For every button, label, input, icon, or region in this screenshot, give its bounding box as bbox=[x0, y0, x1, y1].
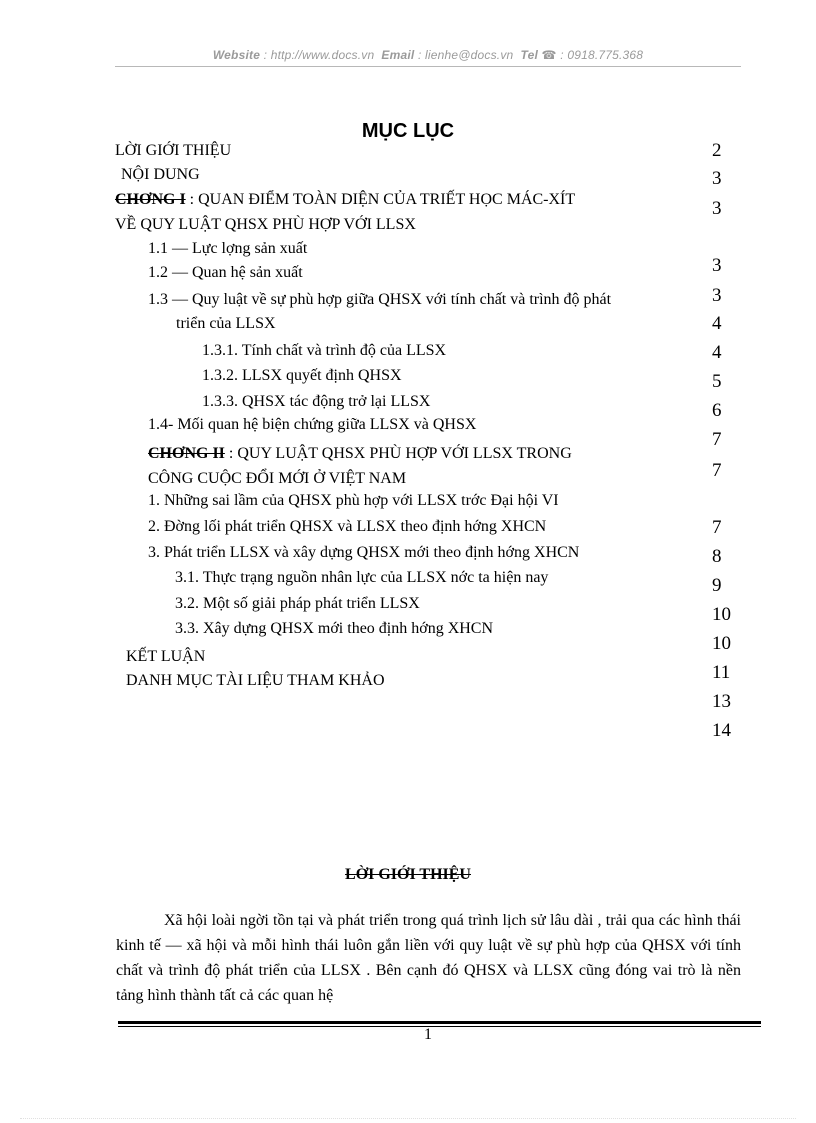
page-header bbox=[115, 48, 741, 62]
toc-entry[interactable]: 1.3.3. QHSX tác động trở lại LLSX bbox=[202, 393, 431, 410]
toc-page-number: 6 bbox=[712, 400, 722, 421]
toc-title: MỤC LỤC bbox=[361, 120, 455, 142]
tel-value: : 0918.775.368 bbox=[560, 48, 644, 62]
chapter-title: : QUY LUẬT QHSX PHÙ HỢP VỚI LLSX TRONG bbox=[228, 445, 572, 462]
toc-entry[interactable]: CÔNG CUỘC ĐỔI MỚI Ở VIỆT NAM bbox=[148, 470, 407, 487]
footer-divider bbox=[118, 1021, 761, 1024]
toc-entry[interactable]: 3. Phát triển LLSX và xây dựng QHSX mới theo định hớng XHCN bbox=[148, 544, 580, 561]
toc-entry[interactable]: 1.1 — Lực lợng sản xuất bbox=[148, 240, 308, 257]
toc-entry[interactable]: KẾT LUẬN bbox=[126, 648, 206, 665]
toc-entry[interactable]: 1.2 — Quan hệ sản xuất bbox=[148, 264, 303, 281]
website-label: Website bbox=[212, 48, 261, 62]
toc-page-number: 7 bbox=[712, 429, 722, 450]
toc-page-number: 2 bbox=[712, 140, 722, 161]
toc-page-number: 11 bbox=[712, 662, 731, 683]
toc-entry[interactable]: VỀ QUY LUẬT QHSX PHÙ HỢP VỚI LLSX bbox=[115, 216, 416, 233]
toc-page-number: 4 bbox=[712, 313, 722, 334]
toc-entry[interactable]: 3.2. Một số giải pháp phát triển LLSX bbox=[175, 595, 420, 612]
toc-entry[interactable]: NỘI DUNG bbox=[121, 166, 200, 183]
toc-page-number: 3 bbox=[712, 255, 722, 276]
website-value[interactable]: : http://www.docs.vn bbox=[263, 48, 375, 62]
header-divider bbox=[115, 66, 741, 67]
section-title: LỜI GIỚI THIỆU bbox=[345, 866, 471, 883]
toc-page-number: 13 bbox=[712, 691, 731, 712]
toc-entry[interactable]: 1.3.1. Tính chất và trình độ của LLSX bbox=[202, 342, 447, 359]
toc-page-number: 5 bbox=[712, 371, 722, 392]
tel-label: Tel bbox=[520, 48, 538, 62]
toc-page-number: 3 bbox=[712, 168, 722, 189]
toc-entry[interactable]: 1.3 — Quy luật về sự phù hợp giữa QHSX với tính chất và trình độ phát bbox=[148, 291, 612, 308]
toc-entry[interactable]: 1. Những sai lầm của QHSX phù hợp với LLSX trớc Đại hội VI bbox=[148, 492, 559, 509]
toc-entry[interactable]: 3.3. Xây dựng QHSX mới theo định hớng XHCN bbox=[175, 620, 494, 637]
toc-entry[interactable]: 3.1. Thực trạng nguồn nhân lực của LLSX nớc ta hiện nay bbox=[175, 569, 549, 586]
toc-page-number: 9 bbox=[712, 575, 722, 596]
toc-entry[interactable]: 1.3.2. LLSX quyết định QHSX bbox=[202, 367, 402, 384]
phone-icon: ☎ bbox=[541, 48, 557, 62]
body-paragraph bbox=[116, 908, 741, 1008]
page-edge-dots bbox=[20, 1118, 796, 1119]
toc-entry[interactable]: 1.4- Mối quan hệ biện chứng giữa LLSX và QHSX bbox=[148, 416, 477, 433]
toc-entry[interactable] bbox=[115, 191, 575, 209]
toc-page-number: 7 bbox=[712, 517, 722, 538]
paragraph-text: Xã hội loài ngời tồn tại và phát triển trong quá trình lịch sử lâu dài , trải qua các hình thái kinh tế — xã hội và mỗi hình thái luôn gắn liền với quy luật về sự phù hợp của QHSX với tính chất và trình độ phát triển của LLSX . Bên cạnh đó QHSX và LLSX cũng đóng vai trò là nền tảng hình thành tất cả các quan hệ bbox=[116, 912, 741, 1004]
page-number: 1 bbox=[424, 1026, 432, 1043]
toc-entry[interactable]: 2. Đờng lối phát triển QHSX và LLSX theo định hớng XHCN bbox=[148, 518, 547, 535]
toc-entry[interactable]: triển của LLSX bbox=[176, 315, 276, 332]
toc-entry[interactable] bbox=[148, 445, 572, 463]
chapter-label: CHƠNG II bbox=[148, 445, 225, 462]
chapter-title: : QUAN ĐIỂM TOÀN DIỆN CỦA TRIẾT HỌC MÁC-XÍT bbox=[189, 191, 576, 208]
toc-entry[interactable]: DANH MỤC TÀI LIỆU THAM KHẢO bbox=[126, 672, 385, 689]
toc-page-number: 3 bbox=[712, 198, 722, 219]
toc-page-number: 8 bbox=[712, 546, 722, 567]
toc-page-number: 4 bbox=[712, 342, 722, 363]
email-label: Email bbox=[381, 48, 415, 62]
toc-page-number: 3 bbox=[712, 285, 722, 306]
toc-page-number: 14 bbox=[712, 720, 731, 741]
toc-entry[interactable]: LỜI GIỚI THIỆU bbox=[115, 142, 232, 159]
toc-page-number: 10 bbox=[712, 633, 731, 654]
chapter-label: CHƠNG I bbox=[115, 191, 186, 208]
toc-page-number: 7 bbox=[712, 460, 722, 481]
email-value[interactable]: : lienhe@docs.vn bbox=[417, 48, 514, 62]
toc-page-number: 10 bbox=[712, 604, 731, 625]
